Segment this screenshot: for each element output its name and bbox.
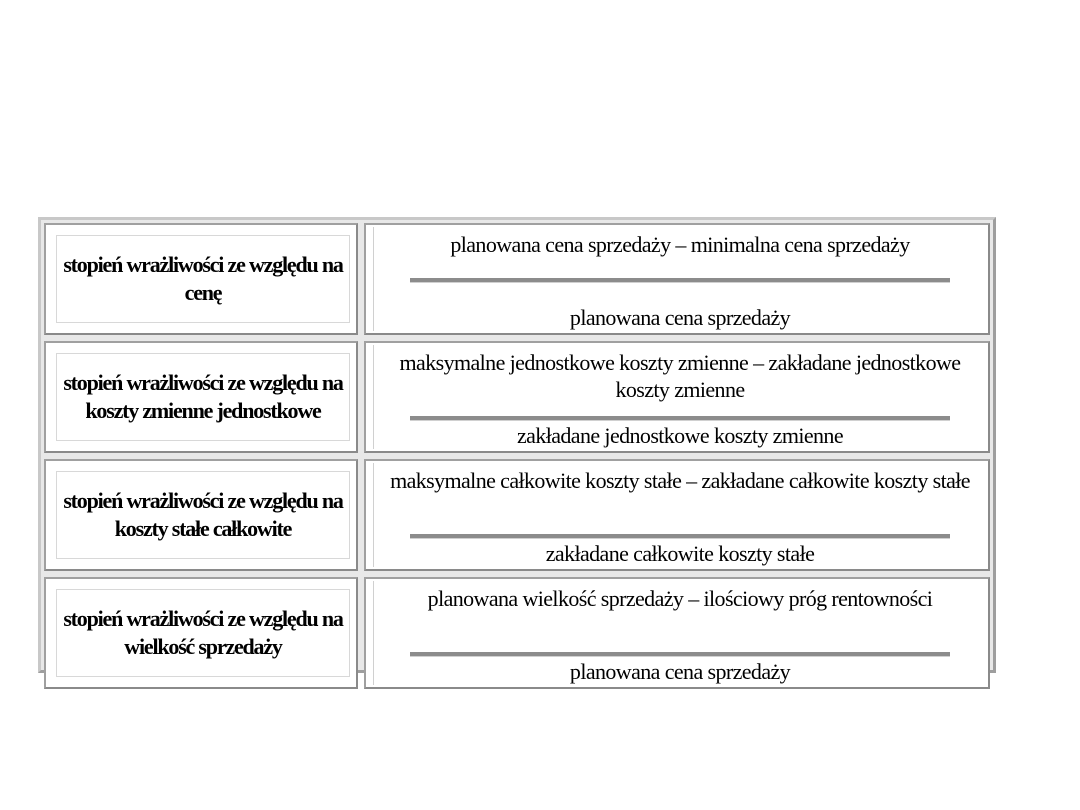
- formula-denominator: zakładane jednostkowe koszty zmienne: [517, 423, 843, 448]
- formula-cell: [364, 577, 990, 689]
- fraction-bar: [410, 416, 950, 421]
- cell-inner-border: [373, 463, 374, 567]
- formula-cell: [364, 459, 990, 571]
- formula-denominator: planowana cena sprzedaży: [569, 305, 791, 330]
- fraction-bar: [410, 652, 950, 657]
- fraction-bar: [410, 534, 950, 539]
- formula-cell: [364, 341, 990, 453]
- formula-numerator: planowana cena sprzedaży – minimalna cena sprzedaży: [450, 232, 910, 257]
- cell-inner-border: [373, 345, 374, 449]
- formula-numerator: maksymalne jednostkowe koszty zmienne – zakładane jednostkowe koszty zmienne: [399, 350, 961, 402]
- row-label: stopień wrażliwości ze względu na koszty zmienne jednostkowe: [56, 353, 350, 441]
- row-label: stopień wrażliwości ze względu na wielkość sprzedaży: [56, 589, 350, 677]
- fraction-bar: [410, 278, 950, 283]
- row-label: stopień wrażliwości ze względu na cenę: [56, 235, 350, 323]
- formula-numerator: planowana wielkość sprzedaży – ilościowy próg rentowności: [427, 586, 933, 611]
- formula-numerator: maksymalne całkowite koszty stałe – zakładane całkowite koszty stałe: [390, 468, 970, 493]
- label-cell: [44, 577, 358, 689]
- cell-inner-border: [373, 227, 374, 331]
- row-label: stopień wrażliwości ze względu na koszty stałe całkowite: [56, 471, 350, 559]
- table-row: [44, 223, 990, 335]
- formula-denominator: zakładane całkowite koszty stałe: [545, 541, 815, 566]
- table-row: [44, 341, 990, 453]
- label-cell: [44, 341, 358, 453]
- formula-denominator: planowana cena sprzedaży: [569, 659, 791, 684]
- cell-inner-border: [373, 581, 374, 685]
- table-row: [44, 459, 990, 571]
- label-cell: [44, 459, 358, 571]
- sensitivity-table: [38, 217, 996, 684]
- table-row: [44, 577, 990, 689]
- label-cell: [44, 223, 358, 335]
- formula-cell: [364, 223, 990, 335]
